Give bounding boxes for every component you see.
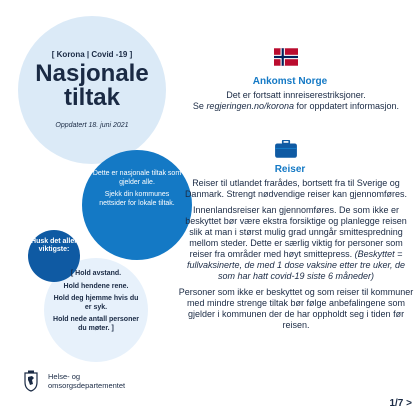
info-bubble-text	[92, 170, 182, 212]
reminder-item: [ Hold avstand.	[70, 270, 122, 277]
reminder-item: Hold nede antall personer du møter. ]	[53, 316, 139, 332]
coat-of-arms-icon	[24, 370, 38, 392]
info-text-1: Dette er nasjonale tiltak som gjelder alle.	[92, 170, 182, 186]
page-title-line2: tiltak	[63, 84, 120, 111]
arrival-line-1: Det er fortsatt innreiserestriksjoner.	[226, 90, 366, 100]
reminder-item: Hold hendene rene.	[63, 282, 129, 290]
regjeringen-link[interactable]: regjeringen.no/korona	[206, 101, 294, 111]
arrival-title: Ankomst Norge	[252, 76, 328, 87]
arrival-line-2: Se regjeringen.no/korona for oppdatert informasjon.	[192, 101, 400, 111]
travel-para-2: Innenlandsreiser kan gjennomføres. De som ikke er beskyttet bør være ekstra forsiktige og planlegge reisen slik at man i størst mulig grad unngår smittespredning mellom steder. Dette er særlig viktig for personer som reiser fra områder med høyt smittepress. (Beskyttet = fullvaksinerte, de med 1 dose vaksine etter tre uker, de som har hatt covid-19 siste 6 måneder)	[185, 205, 407, 281]
suitcase-icon	[274, 140, 298, 158]
travel-para-3: Personer som ikke er beskyttet og som reiser til kommuner med mindre strenge tiltak bør følge anbefalingene som gjelder i kommunen der de har oppholdt seg i tiden før reisen.	[178, 287, 414, 330]
info-text-2: Sjekk din kommunes nettsider for lokale tiltak.	[99, 191, 175, 207]
travel-body	[178, 178, 414, 336]
topic-tag: [ Korona | Covid -19 ]	[51, 50, 133, 59]
page-indicator[interactable]: 1/7 >	[389, 398, 412, 409]
reminder-list	[50, 270, 142, 337]
ministry-name: Helse- og omsorgsdepartementet	[48, 372, 126, 390]
travel-title: Reiser	[274, 164, 306, 175]
reminder-item: Hold deg hjemme hvis du er syk.	[53, 295, 139, 311]
page-title-line1: Nasjonale	[35, 60, 149, 87]
updated-date: Oppdatert 18. juni 2021	[55, 122, 129, 129]
reminder-label: Husk det aller viktigste:	[31, 238, 77, 253]
norway-flag-icon	[274, 48, 298, 66]
arrival-body	[178, 90, 414, 112]
travel-para-1: Reiser til utlandet frarådes, bortsett fra til Sverige og Danmark. Strengt nødvendige reiser kan gjennomføres.	[184, 178, 408, 199]
page-title	[30, 62, 154, 110]
